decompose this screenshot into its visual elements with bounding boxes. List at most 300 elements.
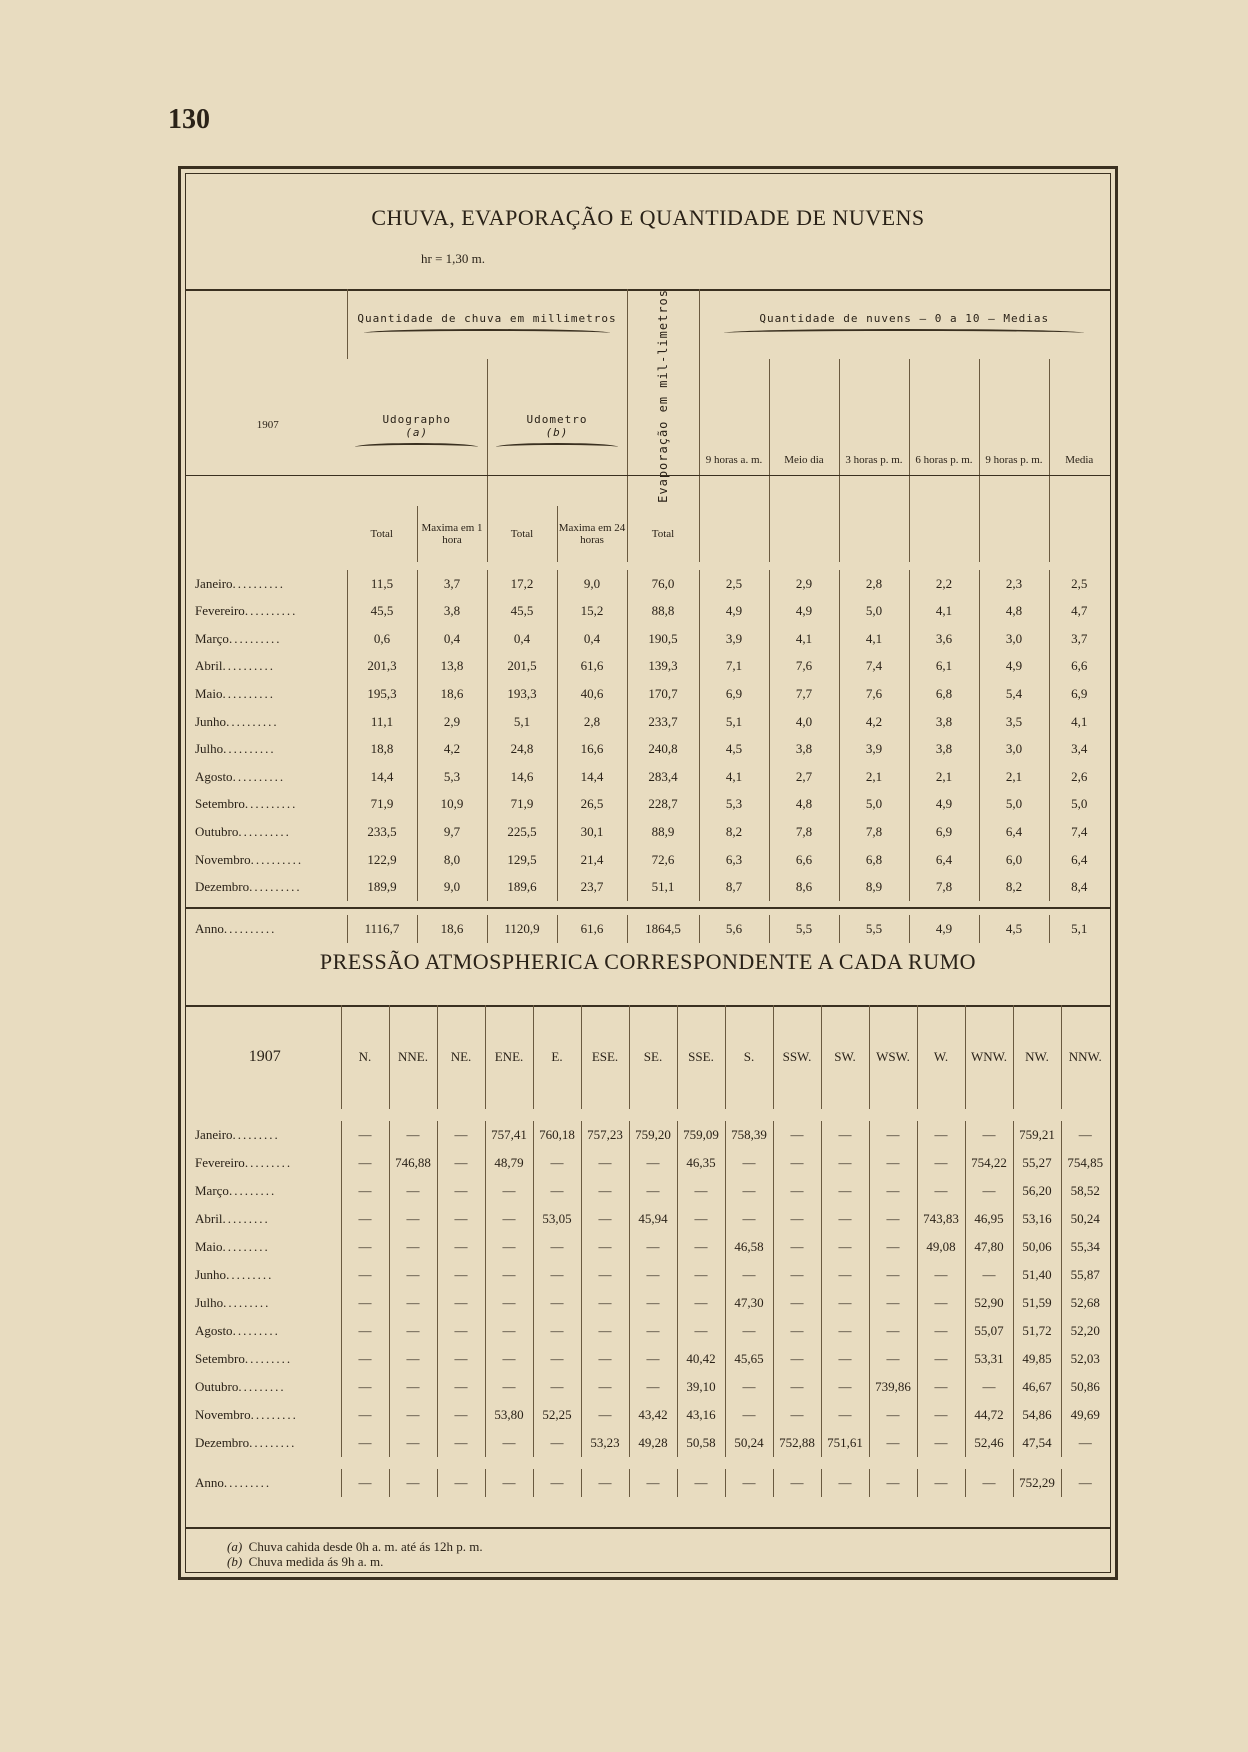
cell: — [917, 1401, 965, 1429]
rain-group-header: Quantidade de chuva em millimetros [347, 289, 627, 359]
cell: 7,8 [909, 873, 979, 901]
cell: 30,1 [557, 818, 627, 846]
cell: — [869, 1469, 917, 1497]
cell: 201,3 [347, 653, 417, 681]
cell: 51,1 [627, 873, 699, 901]
cell: — [389, 1345, 437, 1373]
cell: 47,30 [725, 1289, 773, 1317]
table-row [189, 597, 1109, 625]
cell: 5,1 [1049, 915, 1109, 943]
cell: 8,6 [769, 873, 839, 901]
cell: 6,8 [909, 680, 979, 708]
table-row [189, 873, 1109, 901]
cell: — [581, 1261, 629, 1289]
cell: — [821, 1177, 869, 1205]
cell: 2,7 [769, 763, 839, 791]
cell: 2,1 [979, 763, 1049, 791]
table-row [189, 1149, 1109, 1177]
cell: — [773, 1289, 821, 1317]
cell: 2,8 [839, 570, 909, 598]
cell: — [629, 1149, 677, 1177]
cell: — [581, 1177, 629, 1205]
cell: — [341, 1233, 389, 1261]
col-3h-pm: 3 horas p. m. [839, 359, 909, 562]
cell: 233,7 [627, 708, 699, 736]
row-label: Fevereiro.......... [195, 603, 298, 619]
cell: 55,87 [1061, 1261, 1109, 1289]
cell: — [437, 1289, 485, 1317]
row-label: Junho......... [195, 1267, 274, 1282]
cell: 18,8 [347, 735, 417, 763]
row-label: Abril.......... [195, 658, 275, 674]
cell: 0,4 [417, 625, 487, 653]
cell: — [869, 1233, 917, 1261]
cell: 3,7 [1049, 625, 1109, 653]
cell: 4,8 [979, 597, 1049, 625]
table-row [189, 680, 1109, 708]
cell: 5,4 [979, 680, 1049, 708]
cell: — [437, 1121, 485, 1149]
row-label: Agosto......... [195, 1323, 280, 1338]
cell: — [917, 1345, 965, 1373]
cell: 45,5 [347, 597, 417, 625]
cell: — [917, 1121, 965, 1149]
cell: — [725, 1177, 773, 1205]
cell: — [869, 1261, 917, 1289]
rain-clouds-body [189, 562, 1109, 943]
cell: — [869, 1149, 917, 1177]
cell: — [389, 1373, 437, 1401]
cell: 2,1 [909, 763, 979, 791]
table-row [189, 1345, 1109, 1373]
cell: — [581, 1233, 629, 1261]
cell: 52,90 [965, 1289, 1013, 1317]
direction-header: NNW. [1061, 1005, 1109, 1109]
cell: 3,8 [769, 735, 839, 763]
footnote-a: (a) Chuva cahida desde 0h a. m. até ás 12h p. m. [227, 1539, 483, 1554]
cell: — [1061, 1121, 1109, 1149]
cell: — [533, 1289, 581, 1317]
col-udometro-total: Total [487, 506, 557, 562]
cell: 3,0 [979, 625, 1049, 653]
cell: — [773, 1177, 821, 1205]
cell: 240,8 [627, 735, 699, 763]
cell: 53,31 [965, 1345, 1013, 1373]
cell: — [533, 1177, 581, 1205]
cell: 9,0 [557, 570, 627, 598]
cell: 50,86 [1061, 1373, 1109, 1401]
cell: 58,52 [1061, 1177, 1109, 1205]
cell: 9,7 [417, 818, 487, 846]
cell: — [821, 1401, 869, 1429]
cell: 52,25 [533, 1401, 581, 1429]
clouds-group-header: Quantidade de nuvens — 0 a 10 — Medias [699, 289, 1109, 359]
row-label: Julho......... [195, 1295, 271, 1310]
rain-clouds-table [189, 289, 1109, 943]
cell: 7,4 [839, 653, 909, 681]
cell: — [1061, 1469, 1109, 1497]
cell: 51,59 [1013, 1289, 1061, 1317]
cell: 3,8 [909, 708, 979, 736]
cell: — [533, 1317, 581, 1345]
cell: 46,58 [725, 1233, 773, 1261]
table-row [189, 735, 1109, 763]
col-media: Media [1049, 359, 1109, 562]
cell: — [725, 1401, 773, 1429]
cell: 3,9 [699, 625, 769, 653]
cell: — [629, 1233, 677, 1261]
cell: — [725, 1317, 773, 1345]
cell: — [725, 1261, 773, 1289]
cell: 739,86 [869, 1373, 917, 1401]
cell: 8,4 [1049, 873, 1109, 901]
footnote-b: (b) Chuva medida ás 9h a. m. [227, 1554, 384, 1569]
cell: 5,5 [769, 915, 839, 943]
year-header: 1907 [248, 1048, 281, 1065]
row-label: Janeiro......... [195, 1127, 280, 1142]
cell: — [629, 1177, 677, 1205]
cell: 752,88 [773, 1429, 821, 1457]
cell: 14,4 [557, 763, 627, 791]
cell: 2,3 [979, 570, 1049, 598]
row-label: Outubro.......... [195, 823, 291, 839]
row-label: Fevereiro......... [195, 1155, 293, 1170]
cell: 52,68 [1061, 1289, 1109, 1317]
cell: 228,7 [627, 791, 699, 819]
cell: — [533, 1429, 581, 1457]
cell: — [869, 1121, 917, 1149]
cell: — [821, 1345, 869, 1373]
table-row [189, 1233, 1109, 1261]
cell: 0,6 [347, 625, 417, 653]
cell: 56,20 [1013, 1177, 1061, 1205]
cell: 2,9 [769, 570, 839, 598]
cell: 2,5 [1049, 570, 1109, 598]
cell: 6,6 [769, 846, 839, 874]
cell: 4,1 [839, 625, 909, 653]
cell: 18,6 [417, 680, 487, 708]
cell: 754,22 [965, 1149, 1013, 1177]
cell: 3,9 [839, 735, 909, 763]
cell: 0,4 [487, 625, 557, 653]
cell: 4,9 [909, 915, 979, 943]
cell: 754,85 [1061, 1149, 1109, 1177]
cell: — [485, 1233, 533, 1261]
cell: 46,95 [965, 1205, 1013, 1233]
cell: — [485, 1261, 533, 1289]
cell: 52,03 [1061, 1345, 1109, 1373]
cell: 45,5 [487, 597, 557, 625]
cell: 283,4 [627, 763, 699, 791]
cell: — [725, 1373, 773, 1401]
cell: — [869, 1177, 917, 1205]
cell: 50,24 [1061, 1205, 1109, 1233]
cell: 43,42 [629, 1401, 677, 1429]
cell: 3,5 [979, 708, 1049, 736]
cell: — [917, 1177, 965, 1205]
cell: — [821, 1121, 869, 1149]
row-label: Setembro.......... [195, 796, 298, 812]
cell: 23,7 [557, 873, 627, 901]
cell: 51,40 [1013, 1261, 1061, 1289]
table-row [189, 1373, 1109, 1401]
row-label: Anno.......... [195, 920, 277, 936]
row-label: Maio......... [195, 1239, 270, 1254]
cell: — [437, 1401, 485, 1429]
cell: 189,6 [487, 873, 557, 901]
direction-header: WNW. [965, 1005, 1013, 1109]
cell: — [677, 1289, 725, 1317]
cell: — [581, 1317, 629, 1345]
direction-header: E. [533, 1005, 581, 1109]
cell: 8,2 [979, 873, 1049, 901]
cell: — [533, 1373, 581, 1401]
cell: 6,4 [909, 846, 979, 874]
cell: 2,8 [557, 708, 627, 736]
cell: — [821, 1205, 869, 1233]
cell: 7,4 [1049, 818, 1109, 846]
cell: 55,27 [1013, 1149, 1061, 1177]
cell: — [773, 1233, 821, 1261]
cell: — [917, 1261, 965, 1289]
direction-header: NW. [1013, 1005, 1061, 1109]
cell: 4,9 [769, 597, 839, 625]
cell: — [389, 1289, 437, 1317]
cell: 5,0 [1049, 791, 1109, 819]
cell: 6,1 [909, 653, 979, 681]
direction-header: NNE. [389, 1005, 437, 1109]
cell: 53,80 [485, 1401, 533, 1429]
cell: 8,7 [699, 873, 769, 901]
cell: — [341, 1121, 389, 1149]
cell: 757,41 [485, 1121, 533, 1149]
cell: — [917, 1289, 965, 1317]
cell: — [725, 1469, 773, 1497]
cell: — [677, 1205, 725, 1233]
cell: 11,1 [347, 708, 417, 736]
table-row [189, 653, 1109, 681]
total-row [189, 915, 1109, 943]
cell: 4,5 [979, 915, 1049, 943]
row-label: Abril......... [195, 1211, 270, 1226]
cell: 758,39 [725, 1121, 773, 1149]
row-label: Dezembro.......... [195, 879, 302, 895]
cell: 16,6 [557, 735, 627, 763]
cell: 3,4 [1049, 735, 1109, 763]
cell: — [965, 1121, 1013, 1149]
cell: 4,0 [769, 708, 839, 736]
col-6h-pm: 6 horas p. m. [909, 359, 979, 562]
direction-header: N. [341, 1005, 389, 1109]
cell: — [677, 1317, 725, 1345]
row-label: Dezembro......... [195, 1435, 297, 1450]
cell: 3,8 [909, 735, 979, 763]
cell: 45,65 [725, 1345, 773, 1373]
cell: 76,0 [627, 570, 699, 598]
cell: — [485, 1177, 533, 1205]
cell: 61,6 [557, 915, 627, 943]
cell: 13,8 [417, 653, 487, 681]
cell: 7,6 [769, 653, 839, 681]
cell: 6,9 [1049, 680, 1109, 708]
cell: 757,23 [581, 1121, 629, 1149]
pressure-table [189, 1005, 1109, 1497]
cell: 50,24 [725, 1429, 773, 1457]
cell: — [917, 1469, 965, 1497]
cell: — [821, 1149, 869, 1177]
cell: — [341, 1149, 389, 1177]
cell: 5,5 [839, 915, 909, 943]
cell: — [485, 1373, 533, 1401]
cell: 14,6 [487, 763, 557, 791]
cell: — [533, 1261, 581, 1289]
row-label: Janeiro.......... [195, 575, 286, 591]
cell: 14,4 [347, 763, 417, 791]
cell: — [389, 1261, 437, 1289]
cell: 2,1 [839, 763, 909, 791]
cell: 49,08 [917, 1233, 965, 1261]
table-row [189, 846, 1109, 874]
cell: — [485, 1345, 533, 1373]
row-label: Novembro......... [195, 1407, 298, 1422]
cell: 195,3 [347, 680, 417, 708]
cell: — [341, 1401, 389, 1429]
cell: 7,6 [839, 680, 909, 708]
cell: 190,5 [627, 625, 699, 653]
cell: 40,6 [557, 680, 627, 708]
cell: 4,1 [699, 763, 769, 791]
cell: — [389, 1401, 437, 1429]
cell: 233,5 [347, 818, 417, 846]
cell: 50,58 [677, 1429, 725, 1457]
cell: 4,9 [909, 791, 979, 819]
cell: — [629, 1373, 677, 1401]
cell: — [533, 1345, 581, 1373]
cell: 26,5 [557, 791, 627, 819]
cell: — [773, 1345, 821, 1373]
cell: — [581, 1401, 629, 1429]
cell: — [725, 1149, 773, 1177]
cell: 5,1 [487, 708, 557, 736]
cell: — [1061, 1429, 1109, 1457]
cell: — [821, 1233, 869, 1261]
direction-header: WSW. [869, 1005, 917, 1109]
row-label: Novembro.......... [195, 851, 304, 867]
cell: — [725, 1205, 773, 1233]
cell: — [437, 1205, 485, 1233]
cell: — [341, 1345, 389, 1373]
cell: 1120,9 [487, 915, 557, 943]
col-udometro-max: Maxima em 24 horas [557, 506, 627, 562]
cell: 225,5 [487, 818, 557, 846]
cell: 46,35 [677, 1149, 725, 1177]
cell: 6,9 [909, 818, 979, 846]
col-9h-pm: 9 horas p. m. [979, 359, 1049, 562]
cell: 54,86 [1013, 1401, 1061, 1429]
cell: 6,8 [839, 846, 909, 874]
col-meio-dia: Meio dia [769, 359, 839, 562]
cell: 61,6 [557, 653, 627, 681]
cell: 759,09 [677, 1121, 725, 1149]
cell: — [821, 1289, 869, 1317]
table-frame [178, 166, 1118, 1580]
udographo-header: Udographo (a) [347, 359, 487, 506]
table-row [189, 818, 1109, 846]
cell: — [533, 1149, 581, 1177]
cell: 4,1 [1049, 708, 1109, 736]
row-label: Junho.......... [195, 713, 279, 729]
cell: — [581, 1345, 629, 1373]
cell: 18,6 [417, 915, 487, 943]
table-row [189, 1289, 1109, 1317]
cell: — [869, 1429, 917, 1457]
cell: 4,8 [769, 791, 839, 819]
cell: — [965, 1261, 1013, 1289]
cell: — [389, 1469, 437, 1497]
cell: — [677, 1177, 725, 1205]
cell: — [821, 1261, 869, 1289]
row-label: Março......... [195, 1183, 277, 1198]
section2-title: PRESSÃO ATMOSPHERICA CORRESPONDENTE A CADA RUMO [319, 949, 977, 974]
pressure-body [189, 1109, 1109, 1497]
cell: 193,3 [487, 680, 557, 708]
cell: 746,88 [389, 1149, 437, 1177]
cell: 3,0 [979, 735, 1049, 763]
cell: — [965, 1373, 1013, 1401]
cell: 201,5 [487, 653, 557, 681]
col-udographo-max: Maxima em 1 hora [417, 506, 487, 562]
col-9h-am: 9 horas a. m. [699, 359, 769, 562]
table-row [189, 791, 1109, 819]
cell: 2,2 [909, 570, 979, 598]
cell: — [581, 1469, 629, 1497]
direction-header: SSE. [677, 1005, 725, 1109]
cell: 43,16 [677, 1401, 725, 1429]
cell: — [629, 1289, 677, 1317]
section1-title: CHUVA, EVAPORAÇÃO E QUANTIDADE DE NUVENS [371, 205, 925, 230]
cell: 49,85 [1013, 1345, 1061, 1373]
cell: — [437, 1233, 485, 1261]
cell: 2,5 [699, 570, 769, 598]
cell: — [485, 1317, 533, 1345]
cell: 1864,5 [627, 915, 699, 943]
cell: 52,46 [965, 1429, 1013, 1457]
row-label: Julho.......... [195, 741, 276, 757]
cell: — [773, 1121, 821, 1149]
cell: — [485, 1469, 533, 1497]
cell: 46,67 [1013, 1373, 1061, 1401]
cell: 7,8 [769, 818, 839, 846]
year-header: 1907 [256, 419, 279, 432]
table-row [189, 570, 1109, 598]
cell: — [917, 1429, 965, 1457]
cell: — [629, 1469, 677, 1497]
cell: 2,9 [417, 708, 487, 736]
cell: 752,29 [1013, 1469, 1061, 1497]
cell: 55,34 [1061, 1233, 1109, 1261]
cell: — [773, 1401, 821, 1429]
cell: 1116,7 [347, 915, 417, 943]
page-number: 130 [168, 104, 210, 135]
cell: 4,1 [909, 597, 979, 625]
cell: — [581, 1289, 629, 1317]
direction-header: W. [917, 1005, 965, 1109]
cell: 759,21 [1013, 1121, 1061, 1149]
cell: 759,20 [629, 1121, 677, 1149]
cell: 40,42 [677, 1345, 725, 1373]
cell: — [917, 1149, 965, 1177]
cell: 47,80 [965, 1233, 1013, 1261]
